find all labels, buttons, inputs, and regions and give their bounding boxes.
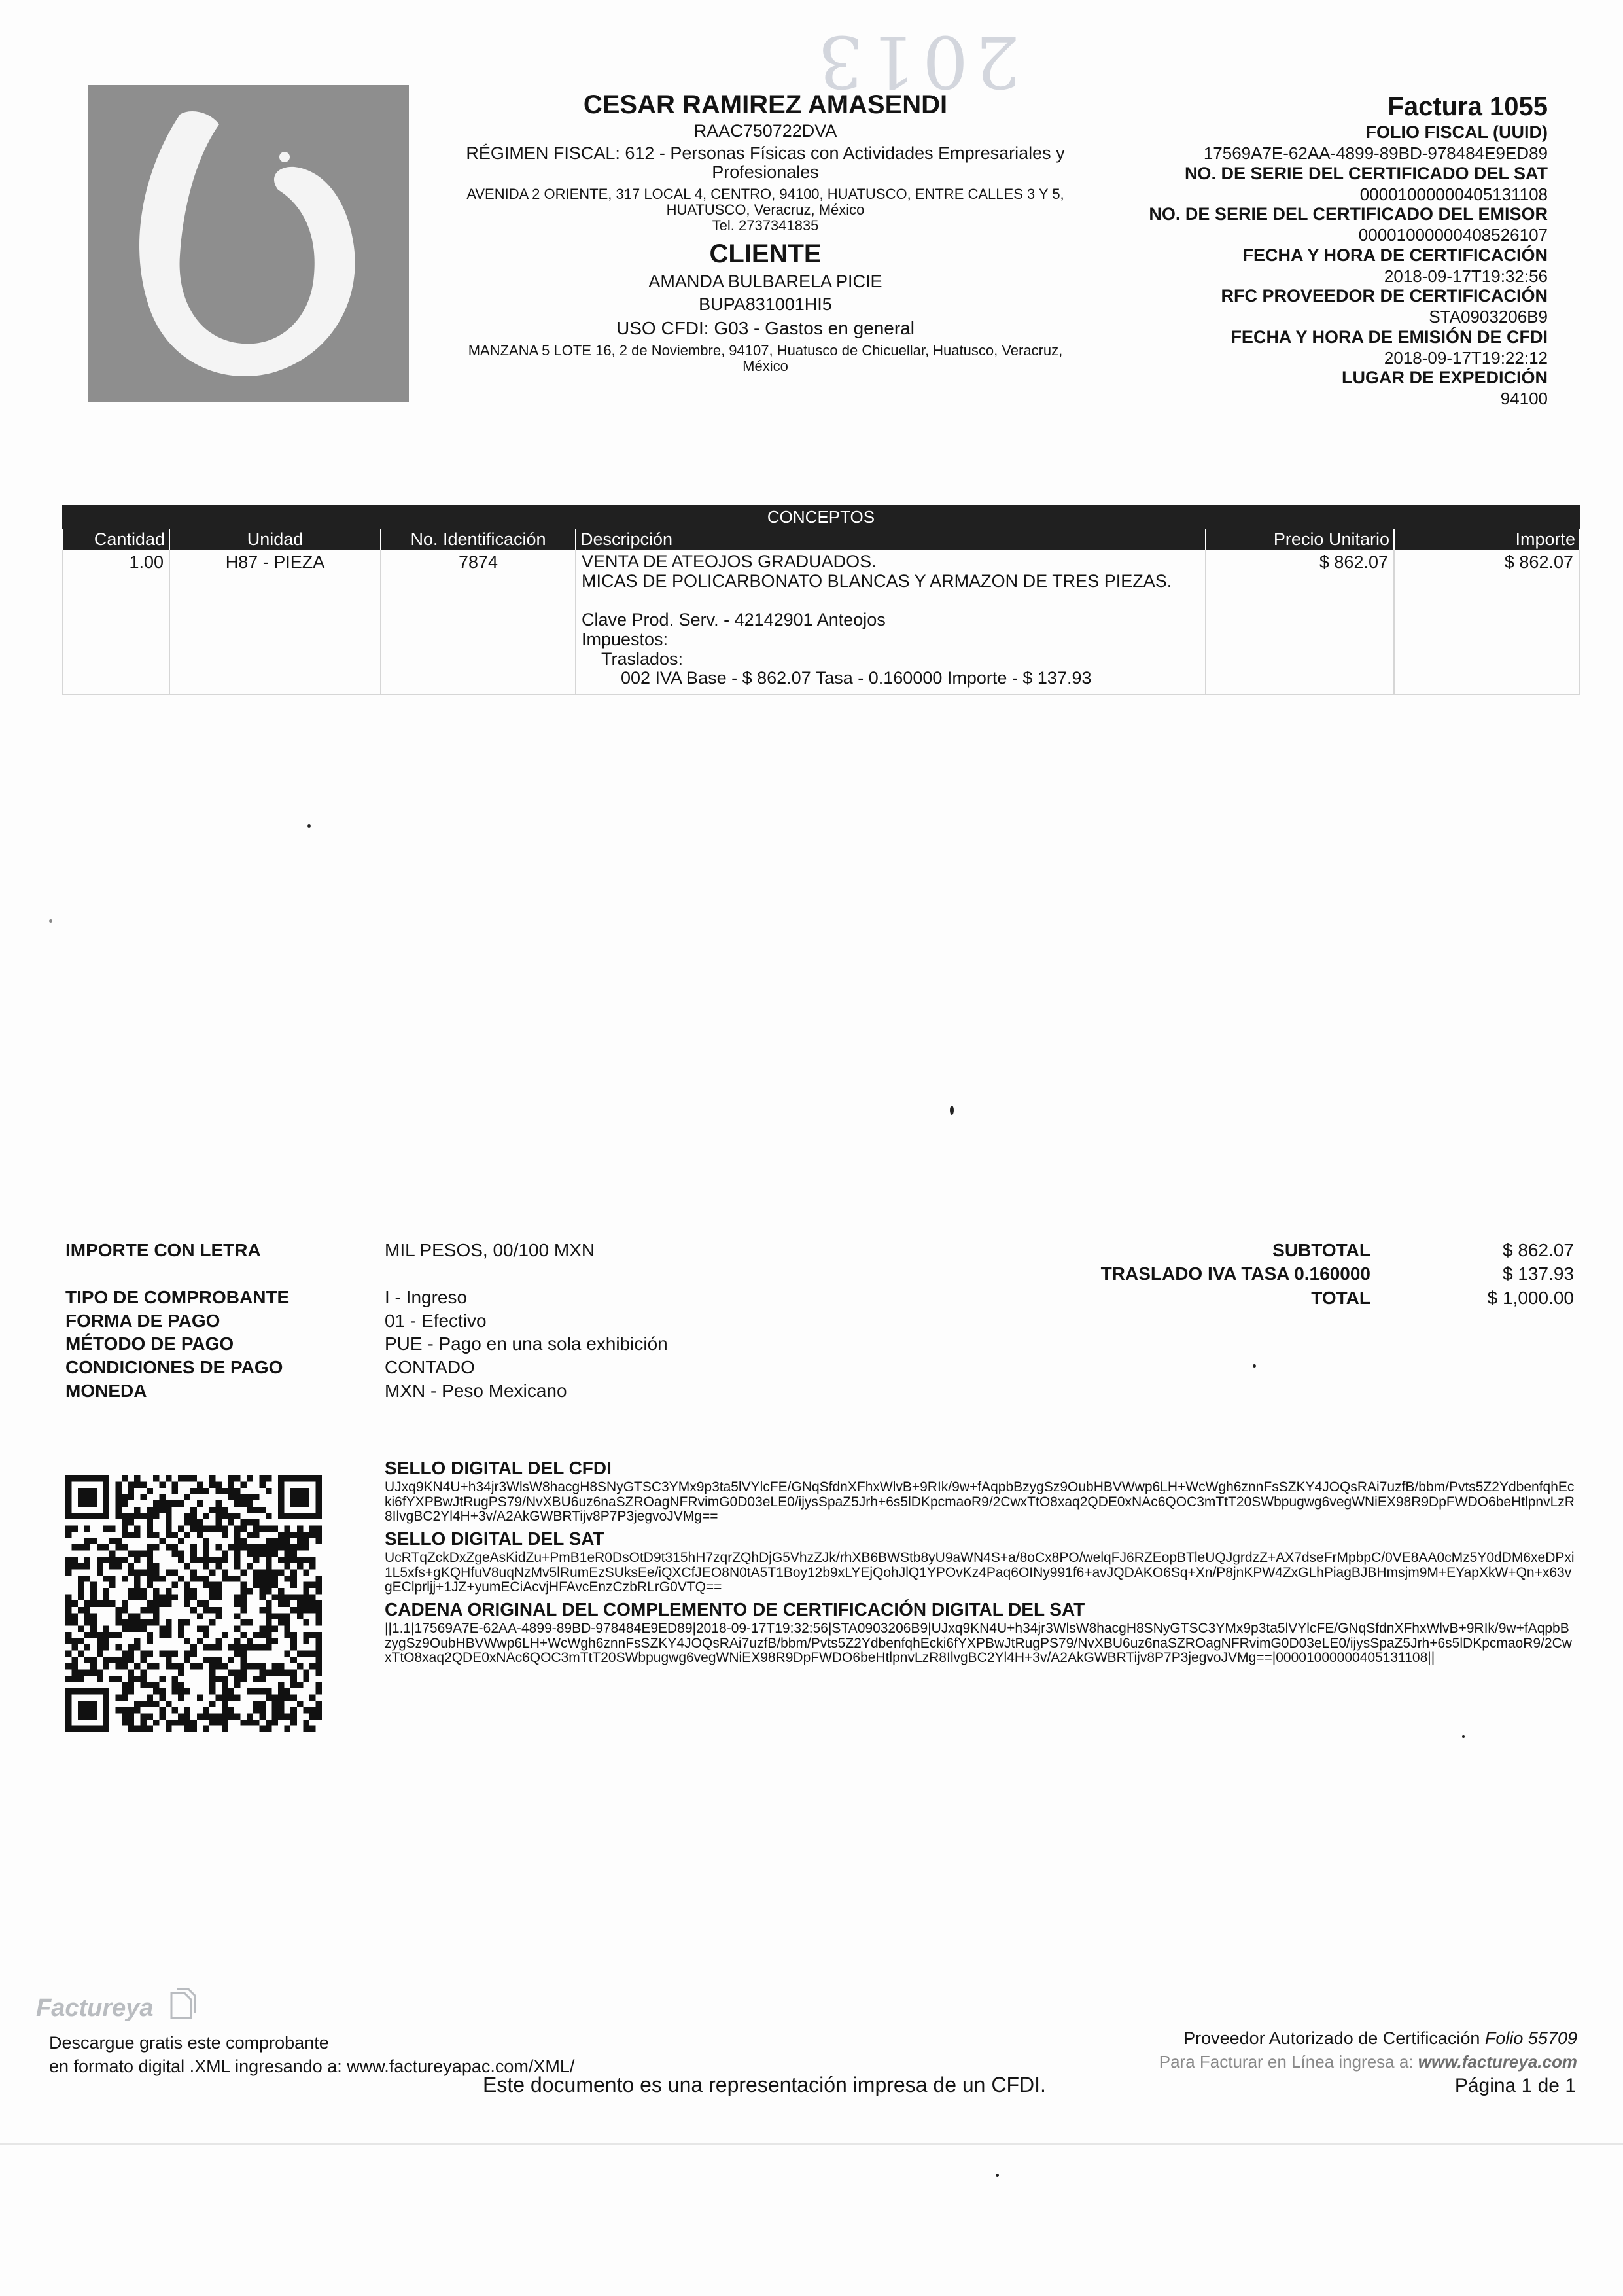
cfdi-seal-text: UJxq9KN4U+h34jr3WlsW8hacgH8SNyGTSC3YMx9p3ta5lVYlcFE/GNqSfdnXFhxWlvB+9RIk/9w+fAqpbBzygSz9OubHBVWwp6LH+WcWgh6znnFsSZKY4JOQsRAi7uzfB/bbm/Pvts5Z2YdbenfqhEcki6fYXPBwJtRugPS79/NvXBU6uz6naSZROagNFRvimG0D03eLE0/ijysSpaZ5Jrh+6s5lDKpcmaoR9/2CwxTtO8xaq2QDE0xNAc6QOC3mTtT20SWbpugwg6vegWNiEX98R9DpFWDO6beHtlpnvLzR8IlvgBC2Yl4H+3v/A2AkGWBRTijv8P7P3jegvoJVMg== xyxy=(385,1479,1575,1525)
amount-words-label: IMPORTE CON LETRA xyxy=(65,1240,261,1260)
online-url-link[interactable]: www.factureya.com xyxy=(1418,2051,1577,2072)
sat-seal-title: SELLO DIGITAL DEL SAT xyxy=(385,1528,604,1549)
traslados-label: Traslados: xyxy=(601,648,684,669)
id-cell: 7874 xyxy=(381,550,576,694)
place-label: LUGAR DE EXPEDICIÓN xyxy=(1341,368,1548,388)
metodo-value: PUE - Pago en una sola exhibición xyxy=(385,1333,668,1354)
invoice-title: Factura 1055 xyxy=(1387,92,1548,121)
unit-cell: H87 - PIEZA xyxy=(169,550,381,694)
forma-label: FORMA DE PAGO xyxy=(65,1310,220,1331)
moneda-label: MONEDA xyxy=(65,1381,147,1402)
issuer-regime: RÉGIMEN FISCAL: 612 - Personas Físicas con Actividades Empresariales y Profesionales xyxy=(466,143,1065,183)
forma-value: 01 - Efectivo xyxy=(385,1310,487,1331)
scan-speck xyxy=(1253,1364,1256,1368)
issuer-block xyxy=(419,90,1112,374)
table-row xyxy=(63,550,1579,694)
emisor-cert-value: 00001000000408526107 xyxy=(1358,225,1548,245)
description-line-1: VENTA DE ATEOJOS GRADUADOS. xyxy=(582,552,877,571)
iva-line: 002 IVA Base - $ 862.07 Tasa - 0.160000 Importe - $ 137.93 xyxy=(621,668,1092,688)
client-uso-cfdi: USO CFDI: G03 - Gastos en general xyxy=(616,318,915,338)
description-cell xyxy=(576,550,1206,694)
iva-total-value: $ 137.93 xyxy=(1503,1263,1574,1284)
cert-date-label: FECHA Y HORA DE CERTIFICACIÓN xyxy=(1242,245,1548,265)
document-icon xyxy=(169,1988,198,2021)
cfdi-seal-title: SELLO DIGITAL DEL CFDI xyxy=(385,1458,612,1478)
sat-seal-text: UcRTqZckDxZgeAsKidZu+PmB1eR0DsOtD9t315hH7zqrZQhDjG5VhzZJk/rhXB6BWStb8yU9aWN4S+a/8oCx8PO/welqFJ6RZEopBTleUQJgrdzZ+AX7dseFrMpbpC/0VE8AA0cMz5Y0dDM6xeDPxi1L5xfs+gKQHfuV8uqNzMv5lRumEzSUksEe/iQXCfJEO8N0tA5T1Boy12b9xLYEjQohJlQ1YPOvKz4Paq6OINy991f6+avJQDAKO6Sq+Xn/P8jnKPW4ZxGLhPiagBJBHmsjm9M+EYapXkW+Qn+x63vgEClprljj+1JZ+yumECiAcvjHFAvcEnzCzbRLrG0VTQ== xyxy=(385,1550,1575,1595)
online-billing-line xyxy=(1054,2051,1577,2073)
col-quantity-header: Cantidad xyxy=(63,529,169,550)
condiciones-label: CONDICIONES DE PAGO xyxy=(65,1357,283,1378)
tipo-value: I - Ingreso xyxy=(385,1286,468,1307)
download-line-1: Descargue gratis este comprobante xyxy=(49,2033,329,2053)
emisor-cert-label: NO. DE SERIE DEL CERTIFICADO DEL EMISOR xyxy=(1149,204,1548,224)
scan-speck xyxy=(307,824,311,828)
unit-price-cell: $ 862.07 xyxy=(1206,550,1394,694)
provider-text: Proveedor Autorizado de Certificación xyxy=(1183,2028,1480,2048)
client-rfc: BUPA831001HI5 xyxy=(699,294,832,315)
col-description-header: Descripción xyxy=(576,529,1206,550)
total-label: TOTAL xyxy=(1311,1287,1370,1308)
footer-provider-info xyxy=(1054,2027,1577,2099)
metodo-label: MÉTODO DE PAGO xyxy=(65,1333,234,1354)
swirl-logo-icon xyxy=(88,85,409,402)
totals-values xyxy=(1380,1239,1574,1310)
uuid-value: 17569A7E-62AA-4899-89BD-978484E9ED89 xyxy=(1203,143,1548,164)
amount-cell: $ 862.07 xyxy=(1394,550,1579,694)
cert-date-value: 2018-09-17T19:32:56 xyxy=(1384,266,1548,286)
provider-rfc-value: STA0903206B9 xyxy=(1429,307,1548,327)
issuer-rfc: RAAC750722DVA xyxy=(693,121,837,141)
provider-rfc-label: RFC PROVEEDOR DE CERTIFICACIÓN xyxy=(1221,286,1548,306)
col-unit-header: Unidad xyxy=(169,529,381,550)
concepts-header-row xyxy=(63,529,1579,550)
subtotal-label: SUBTOTAL xyxy=(1272,1240,1370,1260)
download-line-2: en formato digital .XML ingresando a: www.factureyapac.com/XML/ xyxy=(49,2056,575,2076)
uuid-label: FOLIO FISCAL (UUID) xyxy=(1365,122,1548,143)
clave-prod-serv: Clave Prod. Serv. - 42142901 Anteojos xyxy=(582,610,886,630)
chain-text: ||1.1|17569A7E-62AA-4899-89BD-978484E9ED89|2018-09-17T19:32:56|STA0903206B9|UJxq9KN4U+h34jr3WlsW8hacgH8SNyGTSC3YMx9p3ta5lVYlcFE/GNqSfdnXFhxWlvB+9RIk/9w+fAqpbBzygSz9OubHBVWwp6LH+WcWgh6znnFsSZKY4JOQsRAi7uzfB/bbm/Pvts5Z2YdbenfqhEcki6fYXPBwJtRugPS79/NvXBU6uz6naSZROagNFRvimG0D03eLE0/ijysSpaZ5Jrh+6s5lDKpcmaoR9/2CwxTtO8xaq2QDE0xNAc6QOC3mTtT20SWbpugwg6vegWNiEX98R9DpFWDO6beHtlpnvLzR8IlvgBC2Yl4H+3v/A2AkGWBRTijv8P7P3jegvoJVMg==|00001000000405131108|| xyxy=(385,1621,1572,1666)
emission-date-label: FECHA Y HORA DE EMISIÓN DE CFDI xyxy=(1230,327,1548,347)
condiciones-value: CONTADO xyxy=(385,1357,475,1378)
total-value: $ 1,000.00 xyxy=(1487,1287,1574,1308)
chain-title: CADENA ORIGINAL DEL COMPLEMENTO DE CERTIFICACIÓN DIGITAL DEL SAT xyxy=(385,1599,1085,1620)
scan-speck xyxy=(996,2174,999,2177)
scan-edge-divider xyxy=(0,2143,1623,2145)
qr-code-icon xyxy=(65,1475,322,1732)
scan-speck xyxy=(950,1106,954,1115)
issuer-phone: Tel. 2737341835 xyxy=(712,217,819,234)
handwritten-year-note: 2013 xyxy=(811,20,1021,103)
issuer-address: AVENIDA 2 ORIENTE, 317 LOCAL 4, CENTRO, 94100, HUATUSCO, ENTRE CALLES 3 Y 5, HUATUSCO, Veracruz, México xyxy=(466,186,1064,219)
invoice-info-block xyxy=(1090,92,1548,409)
issuer-name: CESAR RAMIREZ AMASENDI xyxy=(583,90,948,119)
impuestos-label: Impuestos: xyxy=(582,629,669,650)
emission-date-value: 2018-09-17T19:22:12 xyxy=(1384,347,1548,368)
digital-seals xyxy=(385,1454,1575,1666)
client-name: AMANDA BULBARELA PICIE xyxy=(648,271,882,291)
summary-labels xyxy=(65,1239,289,1403)
cfdi-representation-note: Este documento es una representación impresa de un CFDI. xyxy=(483,2073,1046,2096)
summary-values xyxy=(385,1239,668,1403)
provider-line xyxy=(1054,2027,1577,2051)
footer-download-info xyxy=(49,2032,574,2078)
col-unit-price-header: Precio Unitario xyxy=(1206,529,1394,550)
col-amount-header: Importe xyxy=(1394,529,1579,550)
place-value: 94100 xyxy=(1500,389,1548,409)
concepts-title: CONCEPTOS xyxy=(62,505,1580,529)
amount-words-value: MIL PESOS, 00/100 MXN xyxy=(385,1240,595,1260)
concepts-table xyxy=(62,505,1580,695)
client-heading: CLIENTE xyxy=(709,239,822,268)
factureya-logo: Factureya xyxy=(36,1994,154,2022)
issuer-logo xyxy=(88,85,409,402)
subtotal-value: $ 862.07 xyxy=(1503,1240,1574,1260)
moneda-value: MXN - Peso Mexicano xyxy=(385,1381,567,1402)
scan-speck xyxy=(1462,1735,1465,1738)
page-number: Página 1 de 1 xyxy=(1454,2074,1576,2096)
online-text: Para Facturar en Línea ingresa a: xyxy=(1159,2051,1414,2072)
tipo-label: TIPO DE COMPROBANTE xyxy=(65,1286,290,1307)
scan-speck xyxy=(49,919,52,923)
quantity-cell: 1.00 xyxy=(63,550,169,694)
provider-folio: Folio 55709 xyxy=(1484,2028,1577,2048)
totals-labels xyxy=(975,1239,1370,1310)
description-line-2: MICAS DE POLICARBONATO BLANCAS Y ARMAZON DE TRES PIEZAS. xyxy=(582,571,1172,591)
col-id-header: No. Identificación xyxy=(381,529,576,550)
client-address: MANZANA 5 LOTE 16, 2 de Noviembre, 94107, Huatusco de Chicuellar, Huatusco, Veracruz, México xyxy=(468,342,1063,374)
iva-total-label: TRASLADO IVA TASA 0.160000 xyxy=(1100,1263,1370,1284)
sat-cert-label: NO. DE SERIE DEL CERTIFICADO DEL SAT xyxy=(1184,163,1548,183)
sat-cert-value: 00001000000405131108 xyxy=(1359,184,1548,204)
